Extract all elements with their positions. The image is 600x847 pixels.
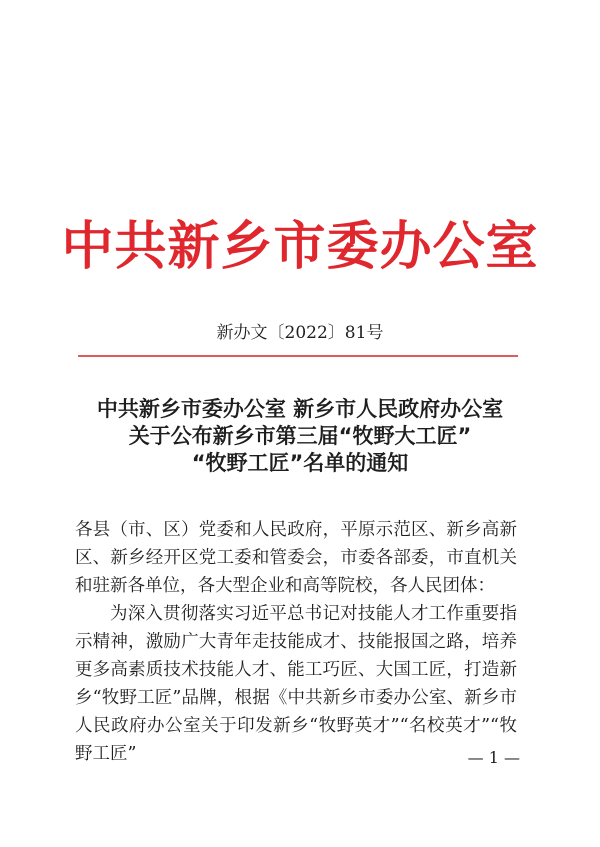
issuer-header: 中共新乡市委办公室	[61, 217, 539, 277]
document-number: 新办文〔2022〕81号	[216, 323, 384, 343]
title-line: 关于公布新乡市第三届“牧野大工匠”	[128, 424, 472, 448]
document-body	[75, 516, 517, 768]
title-line: “牧野工匠”名单的通知	[191, 451, 409, 475]
page-number: — 1 —	[467, 748, 520, 767]
document-title	[0, 396, 600, 477]
salutation: 各县（市、区）党委和人民政府，平原示范区、新乡高新区、新乡经开区党工委和管委会，市委各部委，市直机关和驻新各单位，各大型企业和高等院校，各人民团体：	[75, 520, 517, 596]
body-paragraph: 为深入贯彻落实习近平总书记对技能人才工作重要指示精神，激励广大青年走技能成才、技能报国之路，培养更多高素质技术技能人才、能工巧匠、大国工匠，打造新乡“牧野工匠”品牌，根据《中共新乡市委办公室、新乡市人民政府办公室关于印发新乡“牧野英才”“名校英才”“牧野工匠”	[75, 604, 517, 764]
red-divider	[78, 355, 518, 357]
title-line: 中共新乡市委办公室 新乡市人民政府办公室	[96, 397, 504, 421]
